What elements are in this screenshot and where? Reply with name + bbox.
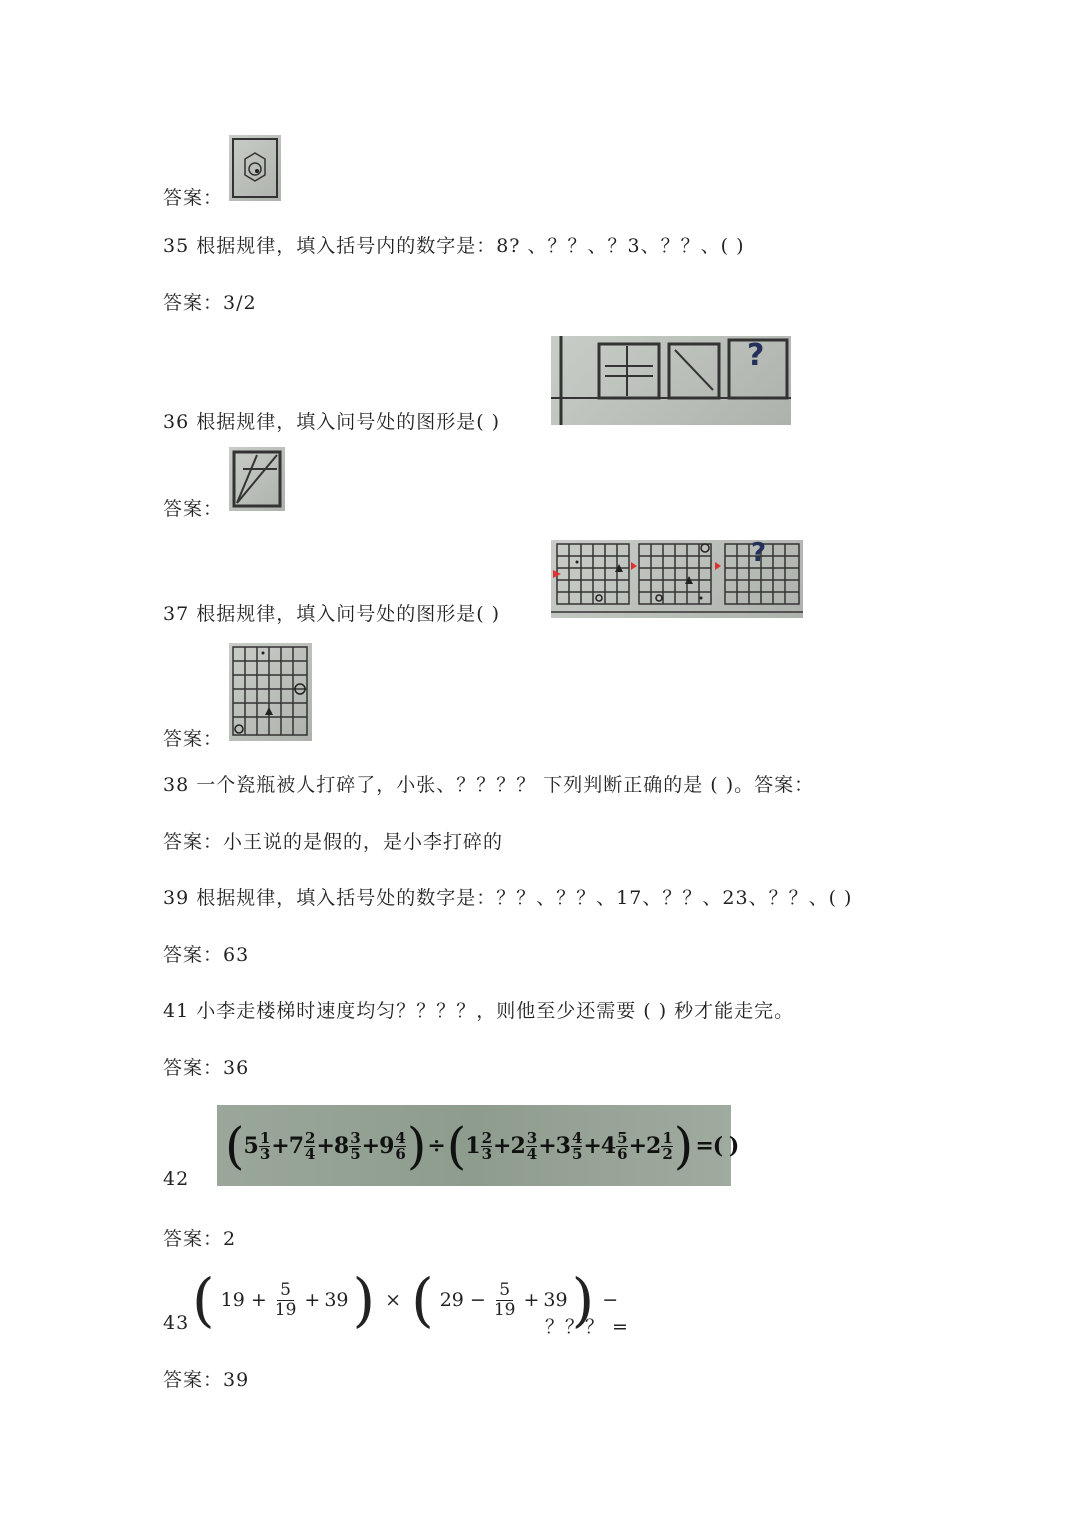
- answer-image-36: [229, 447, 285, 511]
- answer-38: 答案：小王说的是假的，是小李打碎的: [163, 831, 504, 853]
- answer-label-37: 答案：: [163, 728, 224, 750]
- question-43-expression: ( 19 + $\frac{5}{19}$ + 39 ) × ( 29 − $\frac{5}{19}$ + 39 ) −: [192, 1266, 619, 1334]
- answer-image-37: [229, 643, 312, 741]
- answer-35: 答案：3/2: [163, 292, 257, 314]
- fraction: 1 3: [259, 1128, 270, 1163]
- question-42-expression-image: ( 5 1 3 + 7 2 4 + 8 3 5 + 9 4 6 ) ÷ ( 1 2 3 + 2 3 4 + 3 4 5 + 4 5 6 + 2 1 2 ) =( ): [217, 1105, 731, 1186]
- fraction: 4 6: [395, 1128, 405, 1163]
- answer-39: 答案：63: [163, 944, 250, 966]
- divide-sign: ÷: [427, 1133, 445, 1159]
- question-38: 38 一个瓷瓶被人打碎了，小张、？？？？ 下列判断正确的是 ( )。答案：: [163, 774, 815, 796]
- question-36-figure: [551, 336, 791, 425]
- answer-image-34: [229, 135, 281, 201]
- answer-43: 答案：39: [163, 1369, 250, 1391]
- mixed-number: 8: [333, 1133, 349, 1159]
- mixed-number: 9: [379, 1133, 394, 1159]
- question-35: 35 根据规律，填入括号内的数字是：8? 、？？、？3、？？、( ): [163, 235, 745, 257]
- answer-42: 答案：2: [163, 1228, 237, 1250]
- times-sign: ×: [385, 1289, 402, 1311]
- question-37-figure: [551, 540, 803, 618]
- answer-label-36: 答案：: [163, 498, 224, 520]
- question-39: 39 根据规律，填入括号处的数字是：？？、？？、17、？？、23、？？、( ): [163, 887, 853, 909]
- question-mark: ?: [751, 538, 767, 568]
- question-43-tail: ？？？ =: [545, 1316, 629, 1338]
- question-mark: ?: [747, 338, 765, 373]
- equals-blank: =( ): [695, 1133, 739, 1159]
- question-41: 41 小李走楼梯时速度均匀？？？？，则他至少还需要 ( ) 秒才能走完。: [163, 1000, 795, 1022]
- question-43-number: 43: [163, 1312, 190, 1334]
- question-36: 36 根据规律，填入问号处的图形是( ): [163, 411, 501, 433]
- question-42-number: 42: [163, 1168, 190, 1190]
- mixed-number: 7: [288, 1133, 304, 1159]
- fraction: 2 4: [305, 1128, 315, 1163]
- question-37: 37 根据规律，填入问号处的图形是( ): [163, 603, 501, 625]
- left-paren: (: [225, 1117, 244, 1175]
- mixed-number: 5: [243, 1133, 258, 1159]
- answer-41: 答案：36: [163, 1057, 250, 1079]
- fraction: 3 5: [350, 1128, 360, 1163]
- answer-label-34: 答案：: [163, 187, 224, 209]
